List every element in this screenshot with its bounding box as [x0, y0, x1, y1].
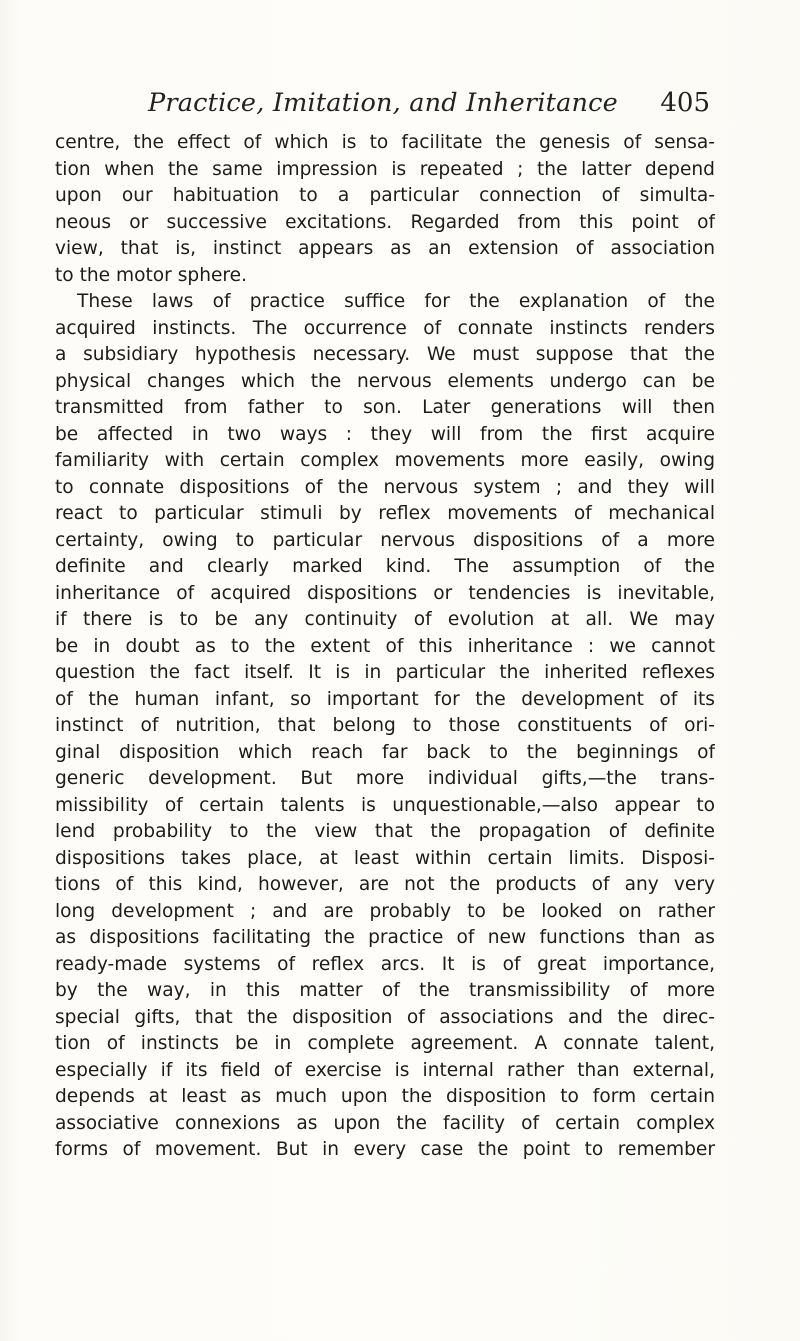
text-line: familiarity with certain complex movements more easily, owing [55, 450, 715, 471]
text-line: tion of instincts be in complete agreement. A connate talent, [55, 1033, 715, 1054]
text-line: inheritance of acquired dispositions or tendencies is inevitable, [55, 582, 715, 604]
text-line: by the way, in this matter of the transmissibility of more [55, 980, 715, 1001]
body-text [55, 130, 715, 1164]
text-line: transmitted from father to son. Later generations will then [55, 397, 715, 418]
text-line: physical changes which the nervous elements undergo can be [55, 370, 715, 392]
text-line: neous or successive excitations. Regarded from this point of [55, 211, 715, 233]
text-line: acquired instincts. The occurrence of connate instincts renders [55, 317, 715, 339]
text-line: to connate dispositions of the nervous system ; and they will [55, 476, 715, 498]
text-line: view, that is, instinct appears as an extension of association [55, 238, 715, 259]
text-line: a subsidiary hypothesis necessary. We must suppose that the [55, 344, 715, 365]
text-line: long development ; and are probably to be looked on rather [55, 900, 715, 922]
text-line: especially if its field of exercise is internal rather than external, [55, 1059, 715, 1081]
text-line: centre, the effect of which is to facilitate the genesis of sensa- [55, 132, 715, 153]
text-line: associative connexions as upon the facility of certain complex [55, 1112, 715, 1134]
text-line: react to particular stimuli by reflex movements of mechanical [55, 503, 715, 524]
paragraph-start-line: These laws of practice suffice for the explanation of the [77, 291, 715, 312]
text-line: tions of this kind, however, are not the products of any very [55, 874, 715, 895]
text-line: upon our habituation to a particular connection of simulta- [55, 185, 715, 206]
text-line: depends at least as much upon the disposition to form certain [55, 1086, 715, 1107]
text-line: ready-made systems of reflex arcs. It is of great importance, [55, 953, 715, 975]
text-line: certainty, owing to particular nervous dispositions of a more [55, 529, 715, 551]
page-number: 405 [660, 88, 710, 118]
text-line: question the fact itself. It is in particular the inherited reflexes [55, 662, 715, 683]
text-line: ginal disposition which reach far back to the beginnings of [55, 741, 715, 763]
running-title: Practice, Imitation, and Inheritance [148, 88, 618, 118]
text-line: definite and clearly marked kind. The assumption of the [55, 556, 715, 577]
text-line: forms of movement. But in every case the point to remember [55, 1139, 715, 1160]
text-line: lend probability to the view that the propagation of definite [55, 821, 715, 842]
text-line: be in doubt as to the extent of this inheritance : we cannot [55, 635, 715, 657]
text-line: tion when the same impression is repeated ; the latter depend [55, 158, 715, 180]
text-line: special gifts, that the disposition of associations and the direc- [55, 1006, 715, 1028]
text-line: missibility of certain talents is unquestionable,—also appear to [55, 794, 715, 816]
running-head [148, 88, 718, 128]
text-line: dispositions takes place, at least within certain limits. Disposi- [55, 847, 715, 869]
text-line: as dispositions facilitating the practice of new functions than as [55, 927, 715, 948]
text-line: be affected in two ways : they will from the first acquire [55, 423, 715, 445]
paragraph-end-line: to the motor sphere. [55, 264, 248, 286]
text-line: of the human infant, so important for the development of its [55, 688, 715, 710]
text-line: if there is to be any continuity of evolution at all. We may [55, 609, 715, 630]
text-line: generic development. But more individual gifts,—the trans- [55, 768, 715, 789]
text-line: instinct of nutrition, that belong to those constituents of ori- [55, 715, 715, 736]
